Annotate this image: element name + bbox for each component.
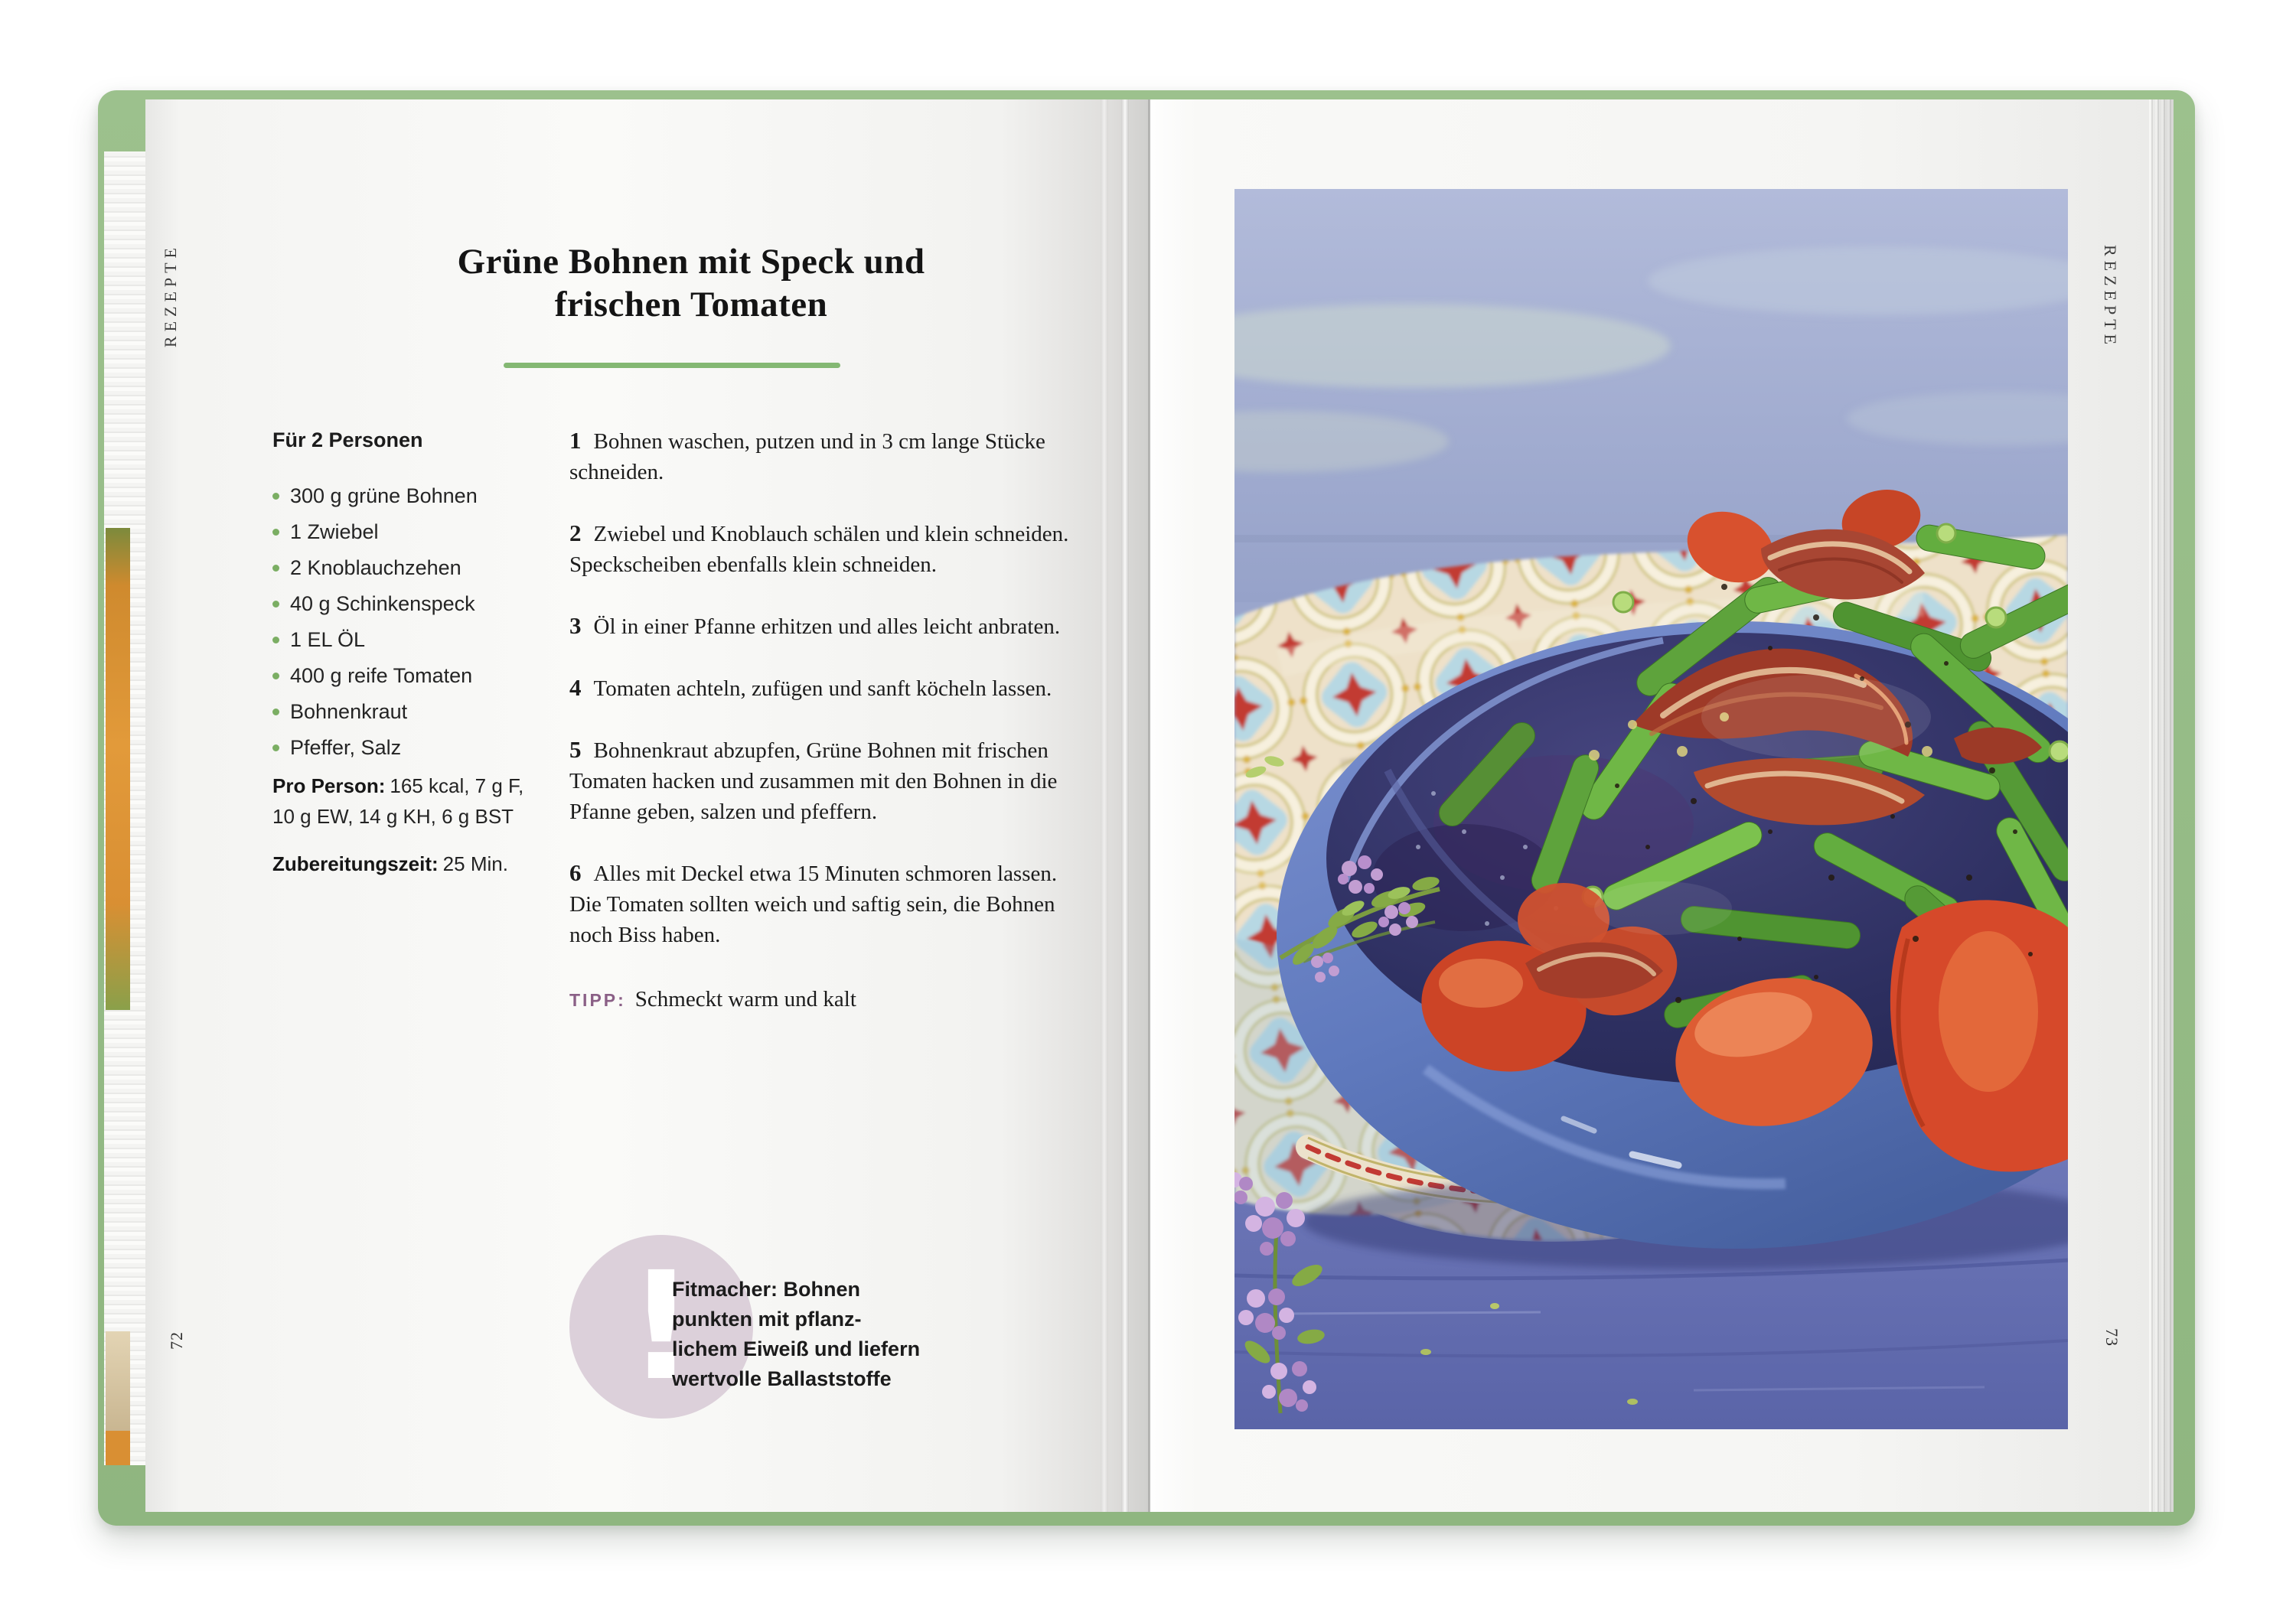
ingredient-item: 400 g reife Tomaten (272, 663, 556, 689)
prep-time: Zubereitungszeit: 25 Min. (272, 852, 508, 875)
step-4: 4 Tomaten achteln, zufügen und sanft köcheln lassen. (569, 674, 1052, 701)
previous-page-sliver (106, 1431, 130, 1465)
bullet-dot (272, 637, 279, 643)
page-number-right: 73 (2102, 1328, 2122, 1347)
ingredient-item: 2 Knoblauchzehen (272, 555, 556, 581)
section-label-left: REZEPTE (161, 243, 180, 348)
ingredient-item: Bohnenkraut (272, 699, 556, 725)
page-stack-left (104, 151, 145, 1465)
step-5: 5 Bohnenkraut abzupfen, Grüne Bohnen mit frischen Tomaten hacken und zusammen mit den Bohnen in die Pfanne geben, salzen und pfeffern. (569, 736, 1058, 824)
step-6: 6 Alles mit Deckel etwa 15 Minuten schmoren lassen. Die Tomaten sollten weich und saftig sein, die Bohnen noch Biss haben. (569, 859, 1058, 947)
ingredient-item: 1 EL ÖL (272, 627, 556, 653)
ingredient-item: 1 Zwiebel (272, 519, 556, 545)
oil-sheen (1594, 881, 1732, 935)
ingredient-item: Pfeffer, Salz (272, 735, 556, 761)
ingredient-item: 300 g grüne Bohnen (272, 483, 556, 509)
bullet-dot (272, 493, 279, 500)
title-line-1: Grüne Bohnen mit Speck und (457, 242, 925, 282)
step-2: 2 Zwiebel und Knoblauch schälen und klein schneiden. Speckscheiben ebenfalls klein schneiden. (569, 520, 1069, 577)
title-divider (504, 363, 840, 368)
steps-column (569, 425, 1075, 1015)
title-line-2: frischen Tomaten (554, 285, 828, 324)
nutrition-label: Pro Person: (272, 774, 386, 797)
servings-header: Für 2 Personen (272, 428, 423, 451)
page-stack-right (2149, 99, 2174, 1512)
step-1: 1 Bohnen waschen, putzen und in 3 cm lange Stücke schneiden. (569, 427, 1045, 484)
oil-sheen (1701, 675, 1931, 759)
tip-label: TIPP: (569, 990, 626, 1010)
bullet-dot (272, 744, 279, 751)
recipe-photo-svg (1234, 189, 2068, 1429)
page-number-left: 72 (167, 1331, 186, 1350)
ingredients-column (272, 427, 556, 879)
book-cover (98, 90, 2195, 1526)
tip-line: TIPP: Schmeckt warm und kalt (569, 987, 856, 1011)
bullet-dot (272, 673, 279, 679)
bullet-dot (272, 601, 279, 608)
bullet-dot (272, 565, 279, 572)
previous-page-photo-sliver (106, 528, 130, 1010)
section-label-right: REZEPTE (2101, 245, 2120, 350)
prep-time-label: Zubereitungszeit: (272, 852, 439, 875)
ingredient-item: 40 g Schinkenspeck (272, 591, 556, 617)
recipe-photo (1234, 189, 2068, 1429)
ingredient-list (272, 483, 556, 761)
recipe-title (328, 240, 1055, 326)
nutrition-info: Pro Person: 165 kcal, 7 g F, 10 g EW, 14 g KH, 6 g BST (272, 774, 524, 828)
page-fold-ridge (1121, 99, 1129, 1512)
step-3: 3 Öl in einer Pfanne erhitzen und alles leicht anbraten. (569, 612, 1061, 639)
bullet-dot (272, 709, 279, 715)
previous-page-sliver (106, 1331, 130, 1431)
page-fold-ridge (1101, 99, 1108, 1512)
exclamation-icon: ! (627, 1239, 696, 1413)
note-text: Fitmacher: Bohnen punkten mit pflanz- lichem Eiweiß und liefern wertvolle Ballaststoffe (672, 1278, 921, 1390)
right-page (1150, 99, 2149, 1512)
bullet-dot (272, 529, 279, 536)
